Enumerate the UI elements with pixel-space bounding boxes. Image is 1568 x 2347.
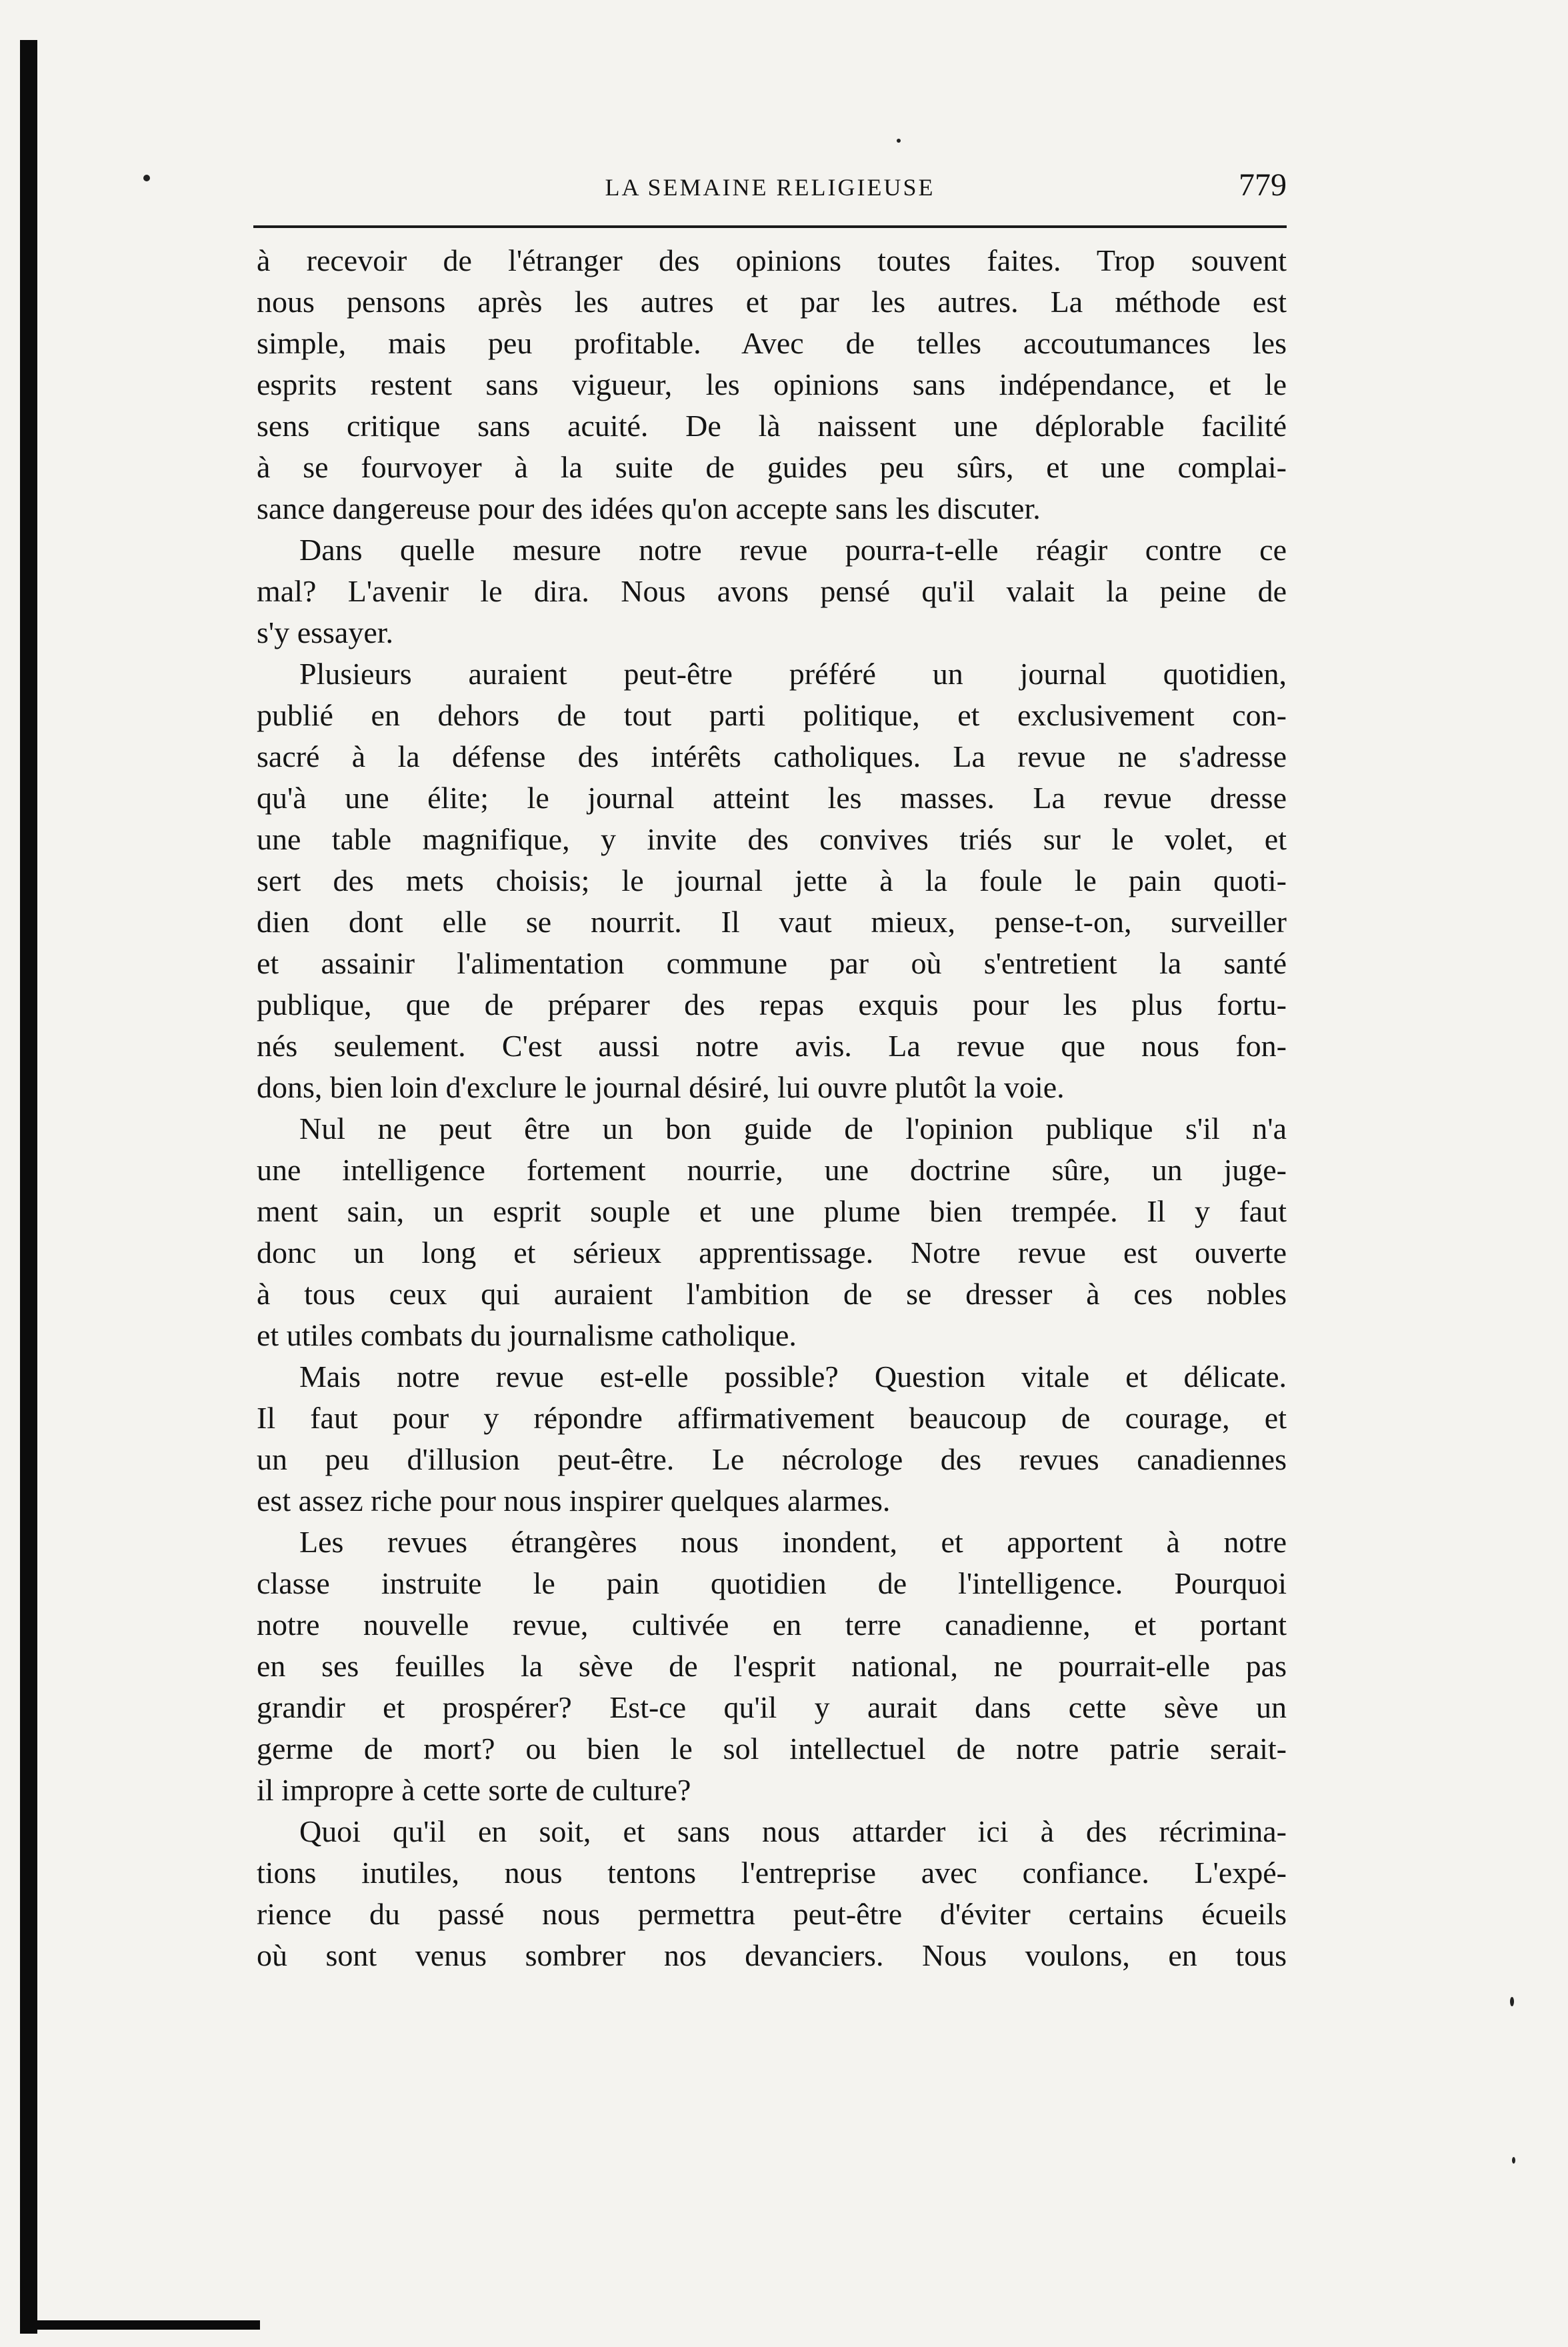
text-line: est assez riche pour nous inspirer quelques alarmes. (257, 1484, 891, 1518)
text-line: dien dont elle se nourrit. Il vaut mieux, pense-t-on, surveiller (257, 905, 1287, 939)
text-line: esprits restent sans vigueur, les opinions sans indépendance, et le (257, 367, 1287, 401)
page-number: 779 (1239, 167, 1287, 203)
text-line: et utiles combats du journalisme catholique. (257, 1318, 797, 1352)
text-line: publique, que de préparer des repas exquis pour les plus fortu- (257, 987, 1287, 1021)
text-line: sacré à la défense des intérêts catholiques. La revue ne s'adresse (257, 739, 1287, 773)
text-line: une intelligence fortement nourrie, une doctrine sûre, un juge- (257, 1153, 1287, 1187)
text-line: mal? L'avenir le dira. Nous avons pensé qu'il valait la peine de (257, 574, 1287, 608)
text-line: Dans quelle mesure notre revue pourra-t-elle réagir contre ce (299, 533, 1287, 567)
text-line: sens critique sans acuité. De là naissent une déplorable facilité (257, 409, 1287, 443)
scan-speck (143, 175, 150, 181)
text-line: Plusieurs auraient peut-être préféré un journal quotidien, (299, 657, 1287, 691)
text-body (257, 240, 1287, 1976)
text-line: Quoi qu'il en soit, et sans nous attarder ici à des récrimina- (299, 1814, 1287, 1848)
text-line: en ses feuilles la sève de l'esprit national, ne pourrait-elle pas (257, 1649, 1287, 1683)
text-line: publié en dehors de tout parti politique, et exclusivement con- (257, 698, 1287, 732)
text-line: classe instruite le pain quotidien de l'intelligence. Pourquoi (257, 1566, 1287, 1600)
scan-speck (897, 139, 901, 143)
text-line: et assainir l'alimentation commune par où s'entretient la santé (257, 946, 1287, 980)
text-line: un peu d'illusion peut-être. Le nécrologe des revues canadiennes (257, 1442, 1287, 1476)
text-line: nés seulement. C'est aussi notre avis. La revue que nous fon- (257, 1029, 1287, 1063)
running-head: LA SEMAINE RELIGIEUSE (605, 174, 935, 201)
text-line: à tous ceux qui auraient l'ambition de se dresser à ces nobles (257, 1277, 1287, 1311)
text-line: ment sain, un esprit souple et une plume bien trempée. Il y faut (257, 1194, 1287, 1228)
text-line: une table magnifique, y invite des convives triés sur le volet, et (257, 822, 1287, 856)
scan-speck (1512, 2157, 1515, 2164)
text-line: rience du passé nous permettra peut-être d'éviter certains écueils (257, 1897, 1287, 1931)
text-line: à se fourvoyer à la suite de guides peu sûrs, et une complai- (257, 450, 1287, 484)
text-line: sert des mets choisis; le journal jette à la foule le pain quoti- (257, 863, 1287, 897)
text-line: s'y essayer. (257, 615, 394, 649)
text-line: Les revues étrangères nous inondent, et apportent à notre (299, 1525, 1287, 1559)
text-line: qu'à une élite; le journal atteint les masses. La revue dresse (257, 781, 1287, 815)
text-line: germe de mort? ou bien le sol intellectuel de notre patrie serait- (257, 1732, 1287, 1766)
scan-speck (1510, 1997, 1514, 2006)
text-line: dons, bien loin d'exclure le journal désiré, lui ouvre plutôt la voie. (257, 1070, 1065, 1104)
text-line: Nul ne peut être un bon guide de l'opinion publique s'il n'a (299, 1111, 1287, 1145)
page-header (253, 167, 1287, 213)
text-line: notre nouvelle revue, cultivée en terre canadienne, et portant (257, 1608, 1287, 1642)
text-line: simple, mais peu profitable. Avec de telles accoutumances les (257, 326, 1287, 360)
text-line: tions inutiles, nous tentons l'entreprise avec confiance. L'expé- (257, 1856, 1287, 1890)
text-line: nous pensons après les autres et par les autres. La méthode est (257, 285, 1287, 319)
text-line: à recevoir de l'étranger des opinions toutes faites. Trop souvent (257, 243, 1287, 277)
text-line: où sont venus sombrer nos devanciers. Nous voulons, en tous (257, 1938, 1287, 1972)
text-line: il impropre à cette sorte de culture? (257, 1773, 691, 1807)
text-line: sance dangereuse pour des idées qu'on accepte sans les discuter. (257, 491, 1041, 525)
text-line: grandir et prospérer? Est-ce qu'il y aurait dans cette sève un (257, 1690, 1287, 1724)
scan-edge-left (20, 40, 37, 2334)
text-line: Il faut pour y répondre affirmativement beaucoup de courage, et (257, 1401, 1287, 1435)
text-line: donc un long et sérieux apprentissage. Notre revue est ouverte (257, 1236, 1287, 1270)
header-rule (253, 225, 1287, 228)
scan-edge-bottom (20, 2320, 260, 2330)
text-line: Mais notre revue est-elle possible? Question vitale et délicate. (299, 1360, 1287, 1394)
